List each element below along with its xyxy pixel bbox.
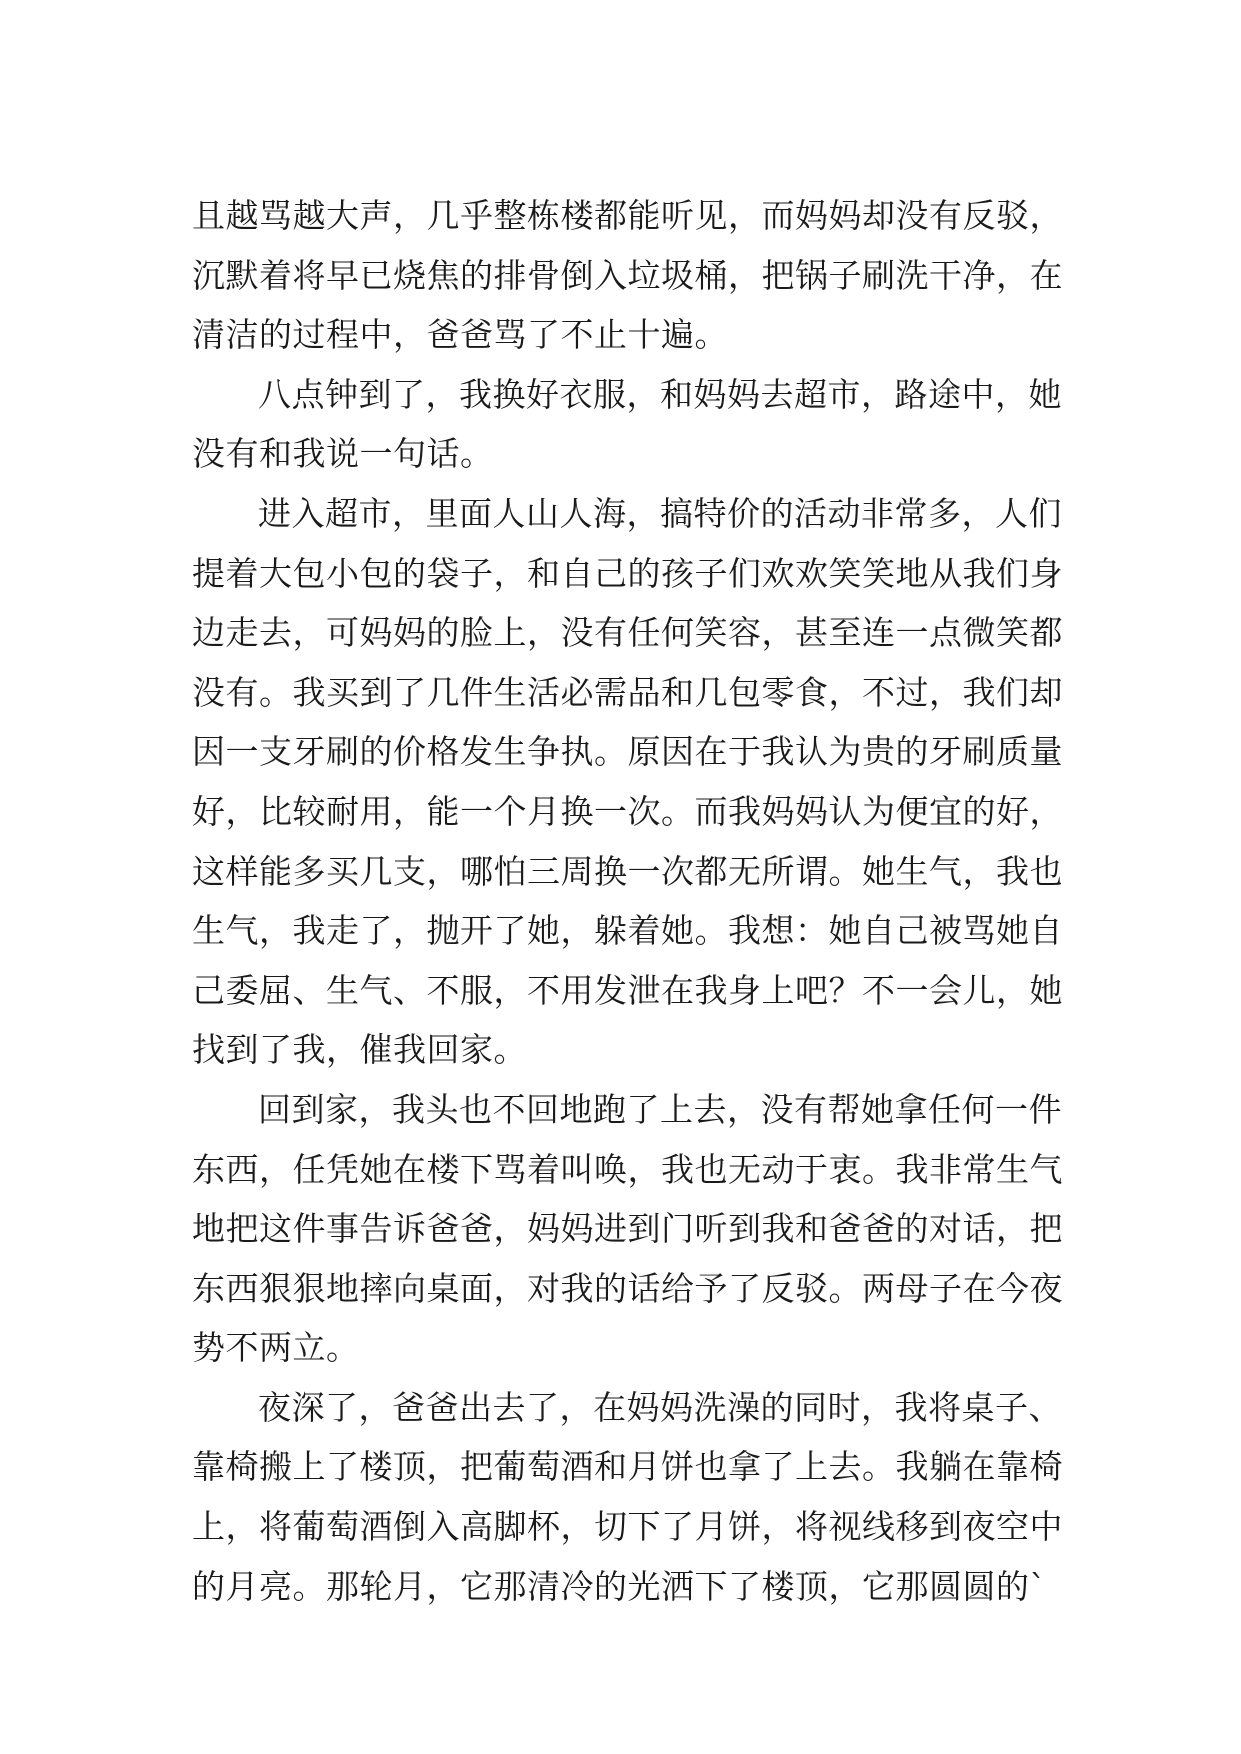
text-line: 夜深了，爸爸出去了，在妈妈洗澡的同时，我将桌子、 bbox=[258, 1387, 1062, 1427]
paragraph-3 bbox=[192, 484, 1063, 1080]
text-line: 清洁的过程中，爸爸骂了不止十遍。 bbox=[192, 315, 728, 355]
text-line: 找到了我，催我回家。 bbox=[192, 1030, 527, 1070]
text-line: 这样能多买几支，哪怕三周换一次都无所谓。她生气，我也 bbox=[192, 851, 1063, 891]
text-line: 沉默着将早已烧焦的排骨倒入垃圾桶，把锅子刷洗干净，在 bbox=[192, 255, 1063, 295]
text-line: 八点钟到了，我换好衣服，和妈妈去超市，路途中，她 bbox=[258, 374, 1062, 414]
text-line: 地把这件事告诉爸爸，妈妈进到门听到我和爸爸的对话，把 bbox=[192, 1209, 1063, 1249]
text-line: 上，将葡萄酒倒入高脚杯，切下了月饼，将视线移到夜空中 bbox=[192, 1507, 1063, 1547]
paragraph-1 bbox=[192, 186, 1063, 365]
text-line: 回到家，我头也不回地跑了上去，没有帮她拿任何一件 bbox=[258, 1089, 1062, 1129]
text-line: 的月亮。那轮月，它那清冷的光洒下了楼顶，它那圆圆的` bbox=[192, 1566, 1047, 1606]
text-line: 且越骂越大声，几乎整栋楼都能听见，而妈妈却没有反驳， bbox=[192, 196, 1063, 235]
text-line: 没有。我买到了几件生活必需品和几包零食，不过，我们却 bbox=[192, 672, 1063, 712]
text-line: 己委屈、生气、不服，不用发泄在我身上吧？不一会儿，她 bbox=[192, 970, 1063, 1010]
paragraph-5 bbox=[192, 1378, 1063, 1616]
text-line: 东西狠狠地摔向桌面，对我的话给予了反驳。两母子在今夜 bbox=[192, 1268, 1063, 1308]
paragraph-2 bbox=[192, 365, 1062, 484]
text-line: 进入超市，里面人山人海，搞特价的活动非常多，人们 bbox=[258, 493, 1062, 533]
text-line: 提着大包小包的袋子，和自己的孩子们欢欢笑笑地从我们身 bbox=[192, 553, 1063, 593]
paragraph-4 bbox=[192, 1080, 1063, 1378]
text-line: 好，比较耐用，能一个月换一次。而我妈妈认为便宜的好， bbox=[192, 791, 1063, 831]
text-line: 因一支牙刷的价格发生争执。原因在于我认为贵的牙刷质量 bbox=[192, 732, 1063, 772]
text-line: 边走去，可妈妈的脸上，没有任何笑容，甚至连一点微笑都 bbox=[192, 613, 1063, 653]
text-line: 没有和我说一句话。 bbox=[192, 434, 494, 474]
text-line: 靠椅搬上了楼顶，把葡萄酒和月饼也拿了上去。我躺在靠椅 bbox=[192, 1447, 1063, 1487]
text-line: 东西，任凭她在楼下骂着叫唤，我也无动于衷。我非常生气 bbox=[192, 1149, 1063, 1189]
text-line: 生气，我走了，抛开了她，躲着她。我想：她自己被骂她自 bbox=[192, 911, 1063, 951]
document-body bbox=[192, 186, 1063, 1616]
text-line: 势不两立。 bbox=[192, 1328, 360, 1368]
